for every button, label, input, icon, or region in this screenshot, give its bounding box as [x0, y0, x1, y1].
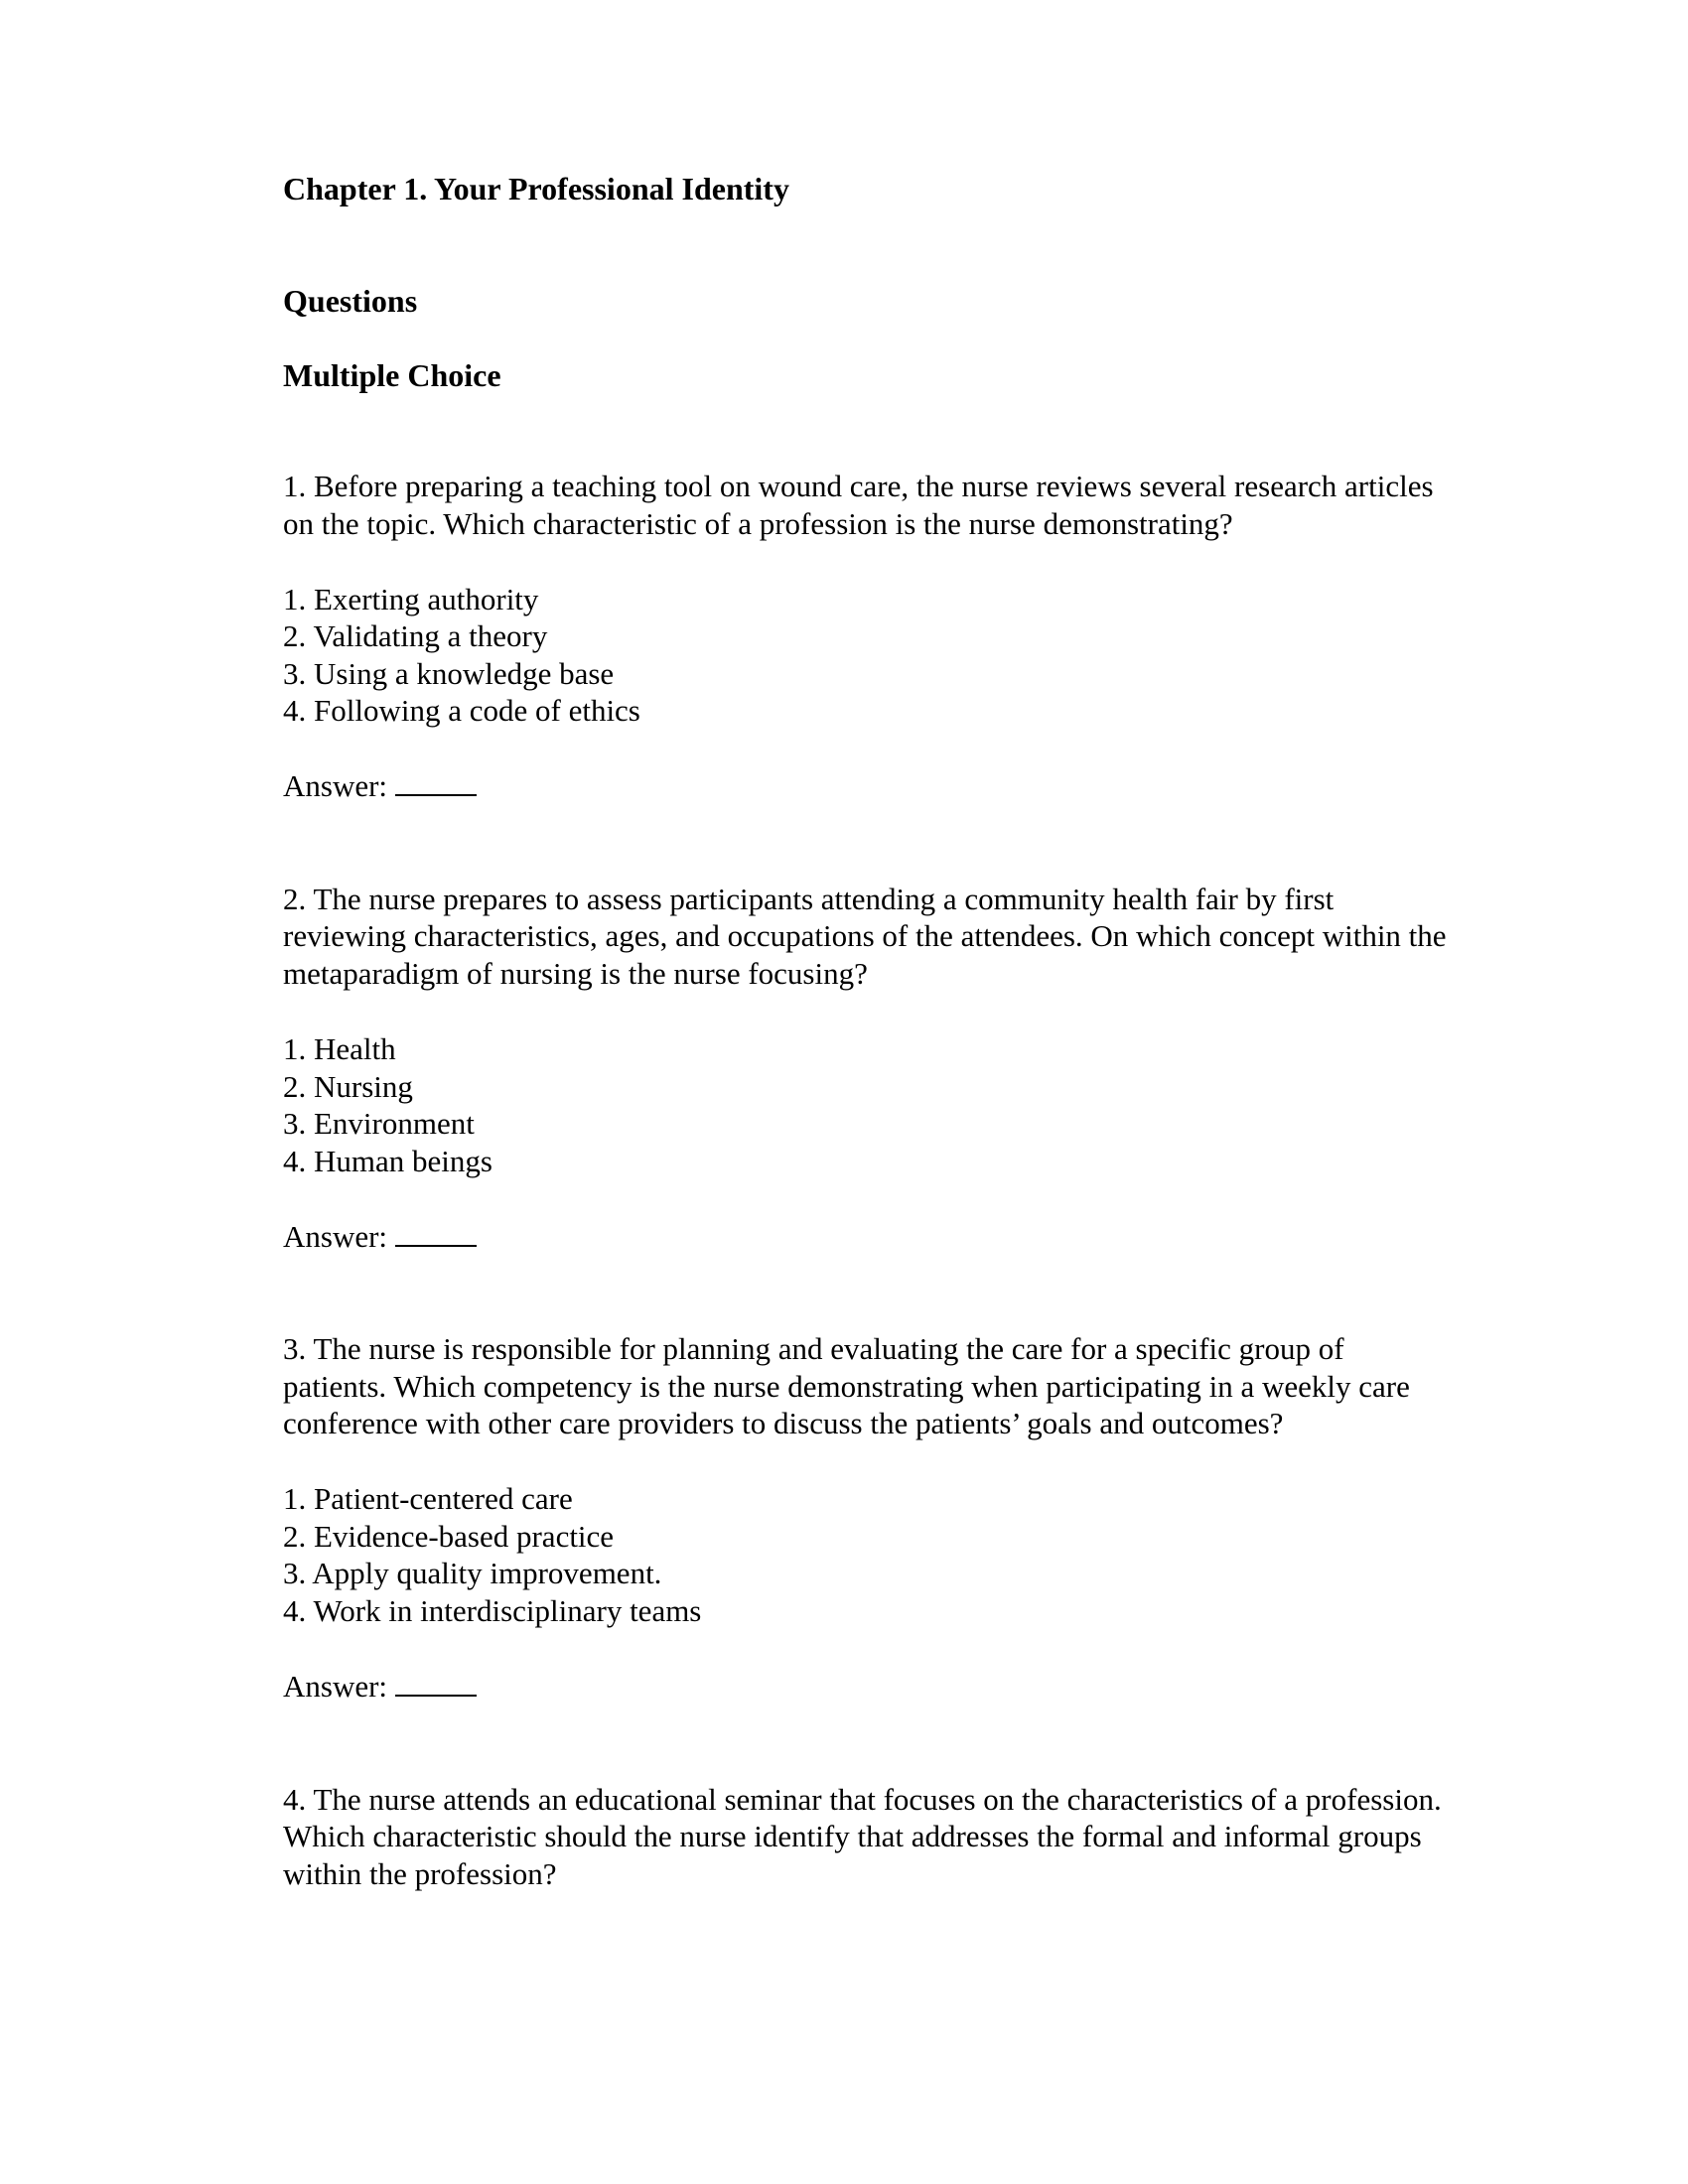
answer-option: 1. Exerting authority: [283, 582, 539, 616]
answer-option: 4. Following a code of ethics: [283, 693, 640, 728]
question-text-line: reviewing characteristics, ages, and occupations of the attendees. On which concept within the: [283, 918, 1447, 953]
question-text-line: on the topic. Which characteristic of a profession is the nurse demonstrating?: [283, 506, 1233, 541]
question-text-line: Which characteristic should the nurse identify that addresses the formal and informal groups: [283, 1819, 1422, 1853]
question-text-line: conference with other care providers to discuss the patients’ goals and outcomes?: [283, 1406, 1284, 1440]
answer-label: Answer:: [283, 1669, 388, 1704]
answer-line: [283, 1668, 477, 1706]
answer-option: 3. Environment: [283, 1106, 475, 1141]
question-text-line: within the profession?: [283, 1856, 557, 1891]
answer-option: 3. Apply quality improvement.: [283, 1556, 662, 1590]
answer-option: 1. Patient-centered care: [283, 1481, 573, 1516]
answer-line: [283, 767, 477, 805]
subsection-title: Multiple Choice: [283, 357, 501, 393]
answer-label: Answer:: [283, 768, 388, 803]
answer-option: 3. Using a knowledge base: [283, 656, 615, 691]
answer-label: Answer:: [283, 1219, 388, 1254]
question-text-line: patients. Which competency is the nurse demonstrating when participating in a weekly care: [283, 1369, 1410, 1404]
answer-option: 1. Health: [283, 1031, 396, 1066]
answer-option: 2. Evidence-based practice: [283, 1519, 615, 1554]
chapter-title: Chapter 1. Your Professional Identity: [283, 171, 789, 206]
answer-option: 2. Validating a theory: [283, 618, 548, 653]
question-text-line: 2. The nurse prepares to assess participants attending a community health fair by first: [283, 882, 1335, 916]
section-title: Questions: [283, 283, 418, 319]
answer-blank: [395, 1219, 477, 1247]
answer-option: 4. Work in interdisciplinary teams: [283, 1593, 702, 1628]
question-text-line: 1. Before preparing a teaching tool on wound care, the nurse reviews several research articles: [283, 469, 1434, 503]
answer-option: 4. Human beings: [283, 1144, 492, 1178]
question-text-line: 4. The nurse attends an educational seminar that focuses on the characteristics of a profession.: [283, 1782, 1442, 1817]
answer-blank: [395, 1669, 477, 1697]
answer-option: 2. Nursing: [283, 1069, 413, 1104]
answer-line: [283, 1218, 477, 1256]
question-text-line: metaparadigm of nursing is the nurse focusing?: [283, 956, 868, 991]
question-text-line: 3. The nurse is responsible for planning and evaluating the care for a specific group of: [283, 1331, 1344, 1366]
answer-blank: [395, 768, 477, 796]
